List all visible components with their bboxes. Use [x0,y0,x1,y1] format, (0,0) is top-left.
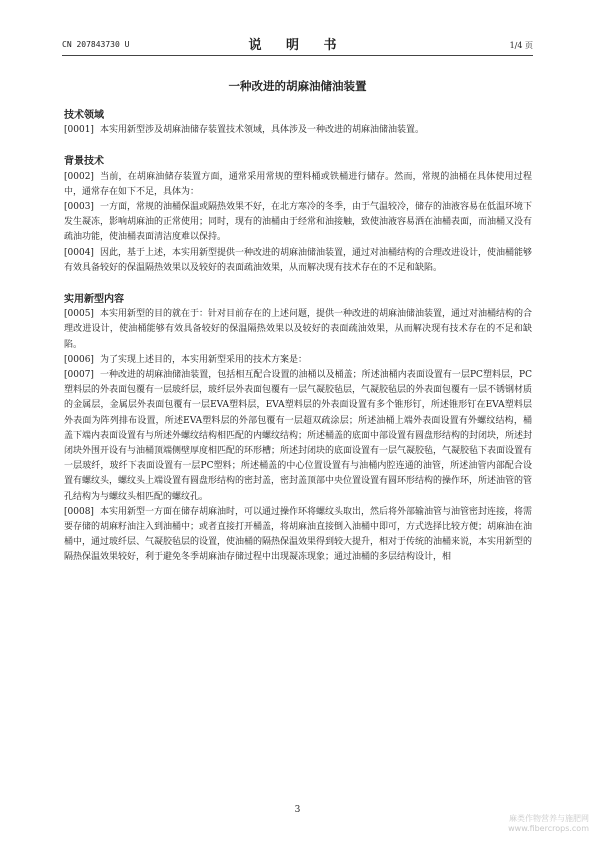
page-header [62,34,533,54]
document-title: 一种改进的胡麻油储油装置 [228,79,367,93]
section-heading-background: 背景技术 [64,156,104,168]
section-heading-technical-field: 技术领域 [64,110,104,121]
paragraph-text: 因此，基于上述，本实用新型提供一种改进的胡麻油储油装置，通过对油桶结构的合理改进设计，使油桶能够有效具备较好的保温隔热效果以及较好的表面疏油效果，从而解决现有技术存在的不足和缺陷。 [64,247,532,273]
paragraph-text: 本实用新型一方面在储存胡麻油时，可以通过操作环将螺纹头取出，然后将外部输油管与油管密封连接，将需要存储的胡麻籽油注入到油桶中；或者直接打开桶盖，将胡麻油直接倒入油桶中即可，方式选择比较方便；胡麻油在油桶中，通过玻纤层、气凝胶毡层的设置，使油桶的隔热保温效果得到较大提升，相对于传统的油桶来说，本实用新型的隔热保温效果较好，利于避免冬季胡麻油存储过程中出现凝冻现象；通过油桶的多层结构设计，相 [64,506,533,563]
paragraph-text: 本实用新型的目的就在于：针对目前存在的上述问题，提供一种改进的胡麻油储油装置，通过对油桶结构的合理改进设计，使油桶能够有效具备较好的保温隔热效果以及较好的表面疏油效果，从而解决现有技术存在的不足和缺陷。 [64,309,532,350]
paragraph-text: 当前，在胡麻油储存装置方面，通常采用常规的塑料桶或铁桶进行储存。然而，常规的油桶在具体使用过程中，通常存在如下不足，具体为： [64,171,532,197]
watermark [508,814,589,834]
doc-number: CN 207843730 U [62,40,130,49]
paragraph-number: [0003] [64,202,94,213]
paragraph-0006 [64,353,532,368]
paragraph-number: [0004] [64,247,94,258]
paragraph-0004 [64,246,532,276]
section-title: 说 明 书 [248,38,347,53]
page-indicator: 1/4 页 [509,41,533,50]
paragraph-text: 为了实现上述目的，本实用新型采用的技术方案是： [99,354,307,365]
section-heading-utility-model-content: 实用新型内容 [64,294,124,306]
header-divider [62,55,533,56]
paragraph-text: 本实用新型涉及胡麻油储存装置技术领域，具体涉及一种改进的胡麻油储油装置。 [99,125,424,136]
paragraph-0005 [64,307,532,353]
page-number: 3 [294,805,301,815]
paragraph-0008 [64,505,532,566]
watermark-url: www.fibercrops.com [508,824,589,833]
paragraph-number: [0008] [64,506,94,517]
paragraph-0007 [64,368,532,505]
paragraph-0001 [64,123,532,138]
watermark-site-name: 麻类作物营养与施肥网 [509,814,589,823]
paragraph-text: 一种改进的胡麻油储油装置，包括相互配合设置的油桶以及桶盖；所述油桶内表面设置有一层PC塑料层，PC塑料层的外表面包覆有一层玻纤层，玻纤层外表面包覆有一层气凝胶毡层，气凝胶毡层的外表面包覆有一层不锈钢材质的金属层，金属层外表面包覆有一层EVA塑料层，EVA塑料层的外表面设置有多个锥形钉，所述锥形钉在EVA塑料层外表面为阵列排布设置，所述EVA塑料层的外部包覆有一层超双疏涂层；所述油桶上端外表面设置有外螺纹结构，桶盖下端内表面设置有与所述外螺纹结构相匹配的内螺纹结构；所述桶盖的底面中部设置有圆盘形结构的封闭块，所述封闭块外围开设有与油桶顶端侧壁厚度相匹配的环形槽；所述封闭块的底面设置有一层气凝胶毡，气凝胶毡下表面设置有一层玻纤，玻纤下表面设置有一层PC塑料；所述桶盖的中心位置设置有与油桶内腔连通的油管，所述油管内部配合设置有螺纹头，螺纹头上端设置有圆盘形结构的密封盖，密封盖顶部中央位置设置有圆环形结构的操作环，所述油管的管孔结构为与螺纹头相匹配的螺纹孔。 [64,370,533,502]
paragraph-number: [0007] [64,370,94,381]
paragraph-0003 [64,200,532,246]
paragraph-0002 [64,170,532,200]
paragraph-text: 一方面，常规的油桶保温或隔热效果不好，在北方寒冷的冬季，由于气温较冷，储存的油液容易在低温环境下发生凝冻，影响胡麻油的正常使用；同时，现有的油桶由于经常和油接触，致使油液容易洒在油桶表面，而油桶又没有疏油功能，使油桶表面清洁度难以保持。 [64,202,533,243]
paragraph-number: [0006] [64,354,94,365]
paragraph-number: [0005] [64,309,94,320]
paragraph-number: [0001] [64,125,94,136]
paragraph-number: [0002] [64,171,94,182]
document-body [64,108,532,566]
